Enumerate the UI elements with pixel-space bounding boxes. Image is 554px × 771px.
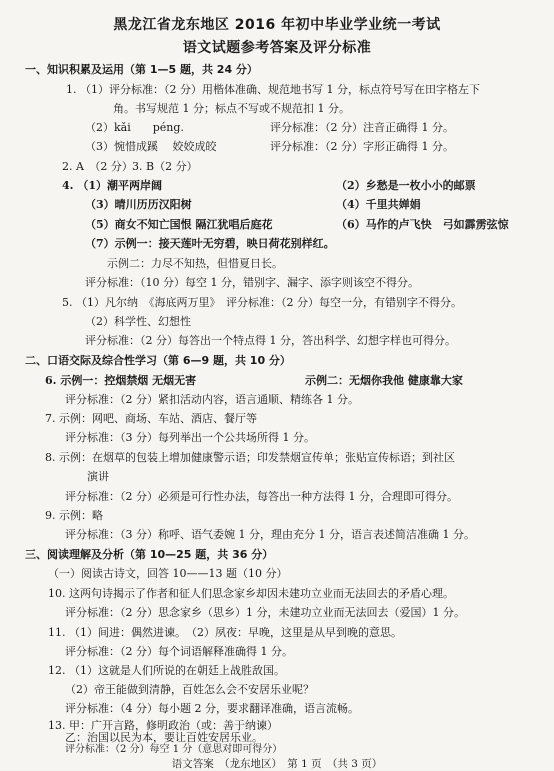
q4-score: 评分标准：（10 分）每空 1 分，错别字、漏字、添字则该空不得分。 xyxy=(85,276,419,289)
section-3-heading: 三、阅读理解及分析（第 10—25 题，共 36 分） xyxy=(25,548,274,561)
q1-part3-score: 评分标准：（2 分）字形正确得 1 分。 xyxy=(270,140,454,153)
q10-answer: 10. 这两句诗揭示了作者和征人们思念家乡却因未建功立业而无法回去的矛盾心理。 xyxy=(48,587,454,600)
q1-part2-score: 评分标准：（2 分）注音正确得 1 分。 xyxy=(270,121,454,134)
q7-score: 评分标准：（3 分）每列举出一个公共场所得 1 分。 xyxy=(65,431,315,444)
q8-score: 评分标准：（2 分）必须是可行性办法，每答出一种方法得 1 分，合理即可得分。 xyxy=(65,490,458,503)
q11-score: 评分标准：（2 分）每个词语解释准确得 1 分。 xyxy=(65,645,293,658)
q13-answer-a: 13. 甲：广开言路，修明政治（或：善于纳谏） xyxy=(48,719,278,732)
q1-part3: （3）惋惜成蹊 姣姣成皎 xyxy=(85,140,217,153)
q4-row3-right: （6）马作的卢飞快 弓如霹雳弦惊 xyxy=(336,218,509,231)
q8-example-line1: 8. 示例：在烟草的包装上增加健康警示语；印发禁烟宣传单；张贴宣传标语；到社区 xyxy=(45,451,455,464)
q4-row2-right: （4）千里共婵娟 xyxy=(336,198,421,211)
q6-example1: 6. 示例一：控烟禁烟 无烟无害 xyxy=(45,374,197,387)
q4-row2-left: （3）晴川历历汉阳树 xyxy=(85,198,192,211)
q12-score: 评分标准：（4 分）每小题 2 分，要求翻译准确，语言流畅。 xyxy=(65,702,359,715)
q10-score: 评分标准：（2 分）思念家乡（思乡）1 分，未建功立业而无法回去（爱国）1 分。 xyxy=(65,606,465,619)
q6-score: 评分标准：（2 分）紧扣活动内容，语言通顺、精练各 1 分。 xyxy=(65,393,359,406)
q2-answer: 2. A （2 分） xyxy=(62,160,133,173)
q7-example: 7. 示例：网吧、商场、车站、酒店、餐厅等 xyxy=(45,412,257,425)
q9-example: 9. 示例：略 xyxy=(45,509,103,522)
page-footer: 语文答案 （龙东地区） 第 1 页 （共 3 页） xyxy=(171,758,383,770)
q8-example-line2: 演讲 xyxy=(87,470,109,483)
q4-row1-right: （2）乡愁是一枚小小的邮票 xyxy=(336,179,476,192)
q13-answer-b: 乙：治国以民为本，要让百姓安居乐业。 xyxy=(65,731,263,744)
q13-score: 评分标准：（2 分）每空 1 分（意思对即可得分） xyxy=(65,744,283,755)
document-subtitle: 语文试题参考答案及评分标准 xyxy=(182,40,372,56)
q4-row3-left: （5）商女不知亡国恨 隔江犹唱后庭花 xyxy=(85,218,273,231)
q5-score: 评分标准：（2 分）每答出一个特点得 1 分，答出科学、幻想字样也可得分。 xyxy=(85,334,456,347)
q1-line1: 1. （1）评分标准：（2 分）用楷体准确、规范地书写 1 分，标点符号写在田字格左下 xyxy=(66,83,480,96)
q3-answer: 3. B（2 分） xyxy=(132,160,198,173)
q6-example2: 示例二：无烟你我他 健康靠大家 xyxy=(305,374,463,387)
q1-part2: （2）kǎi péng. xyxy=(85,121,184,134)
q4-example2: 示例二：力尽不知热，但惜夏日长。 xyxy=(107,257,283,270)
q1-line2: 角。书写规范 1 分；标点不写或不规范扣 1 分。 xyxy=(113,102,350,115)
section-2-heading: 二、口语交际及综合性学习（第 6—9 题，共 10 分） xyxy=(25,354,291,367)
q5-part2: （2）科学性、幻想性 xyxy=(85,315,191,328)
section-3-sub: （一）阅读古诗文，回答 10——13 题（10 分） xyxy=(48,567,288,580)
q12-answer-1: 12. （1）这就是人们所说的在朝廷上战胜敌国。 xyxy=(48,664,285,677)
document-title: 黑龙江省龙东地区 2016 年初中毕业学业统一考试 xyxy=(113,17,441,33)
q4-example1: （7）示例一：接天莲叶无穷碧，映日荷花别样红。 xyxy=(85,237,335,250)
q4-row1-left: 4. （1）潮平两岸阔 xyxy=(62,179,162,192)
q5-part1: 5. （1）凡尔纳 《海底两万里》 评分标准：（2 分）每空一分，有错别字不得分。 xyxy=(62,296,462,309)
q9-score: 评分标准：（3 分）称呼、语气委婉 1 分，理由充分 1 分，语言表述简洁准确 1 分。 xyxy=(65,528,475,541)
q12-answer-2: （2）帝王能做到清静，百姓怎么会不安居乐业呢？ xyxy=(65,683,314,696)
q11-answer: 11. （1）间进：偶然进谏。 （2）夙夜：早晚，这里是从早到晚的意思。 xyxy=(48,626,402,639)
section-1-heading: 一、知识积累及运用（第 1—5 题，共 24 分） xyxy=(25,63,258,76)
